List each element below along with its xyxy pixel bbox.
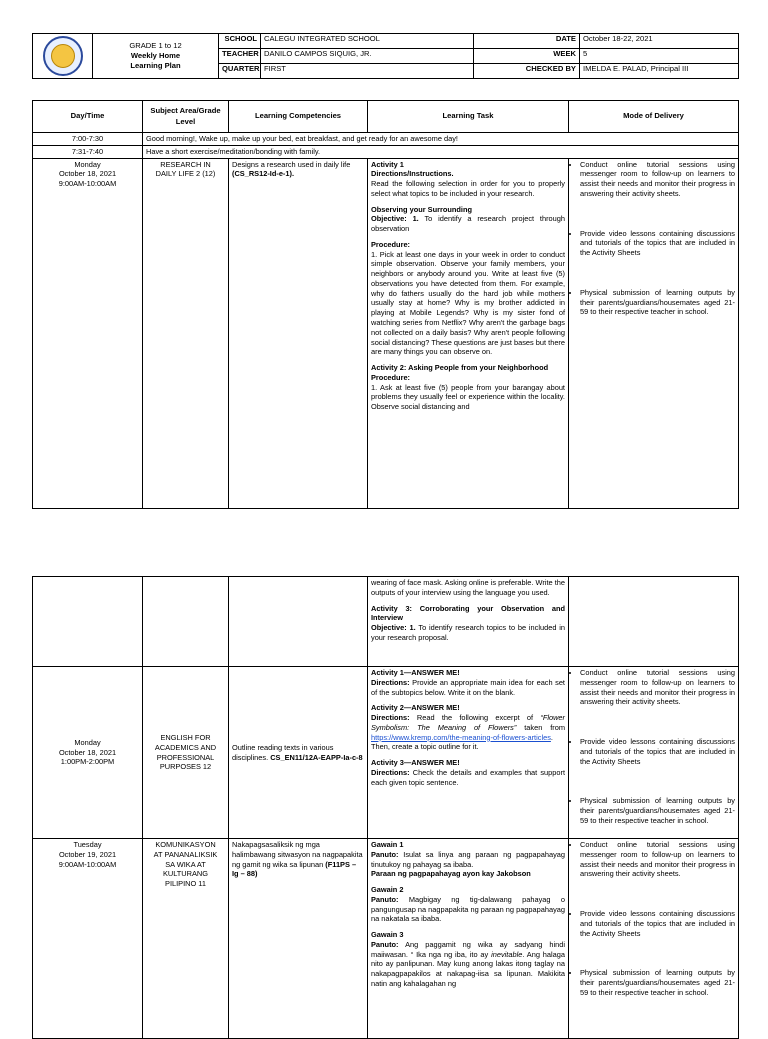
row1-day-cont xyxy=(33,577,143,667)
routine-text: Have a short exercise/meditation/bonding with family. xyxy=(143,145,739,158)
delivery-item: • Physical submission of learning outputs by their parents/guardians/housemates aged 21-59 to their respective teacher in school. xyxy=(580,968,735,997)
row2-task: Activity 1—ANSWER ME! Directions: Provide an appropriate main idea for each set of the subtopics below. Write it on the blank. Activity 2—ANSWER ME! Directions: Read the following excerpt of “Flower Symbolism: The Meaning of Flowers” taken from https://www.kremp.com/the-meaning-of-flowers-articles. Then, create a topic outline for it. Activity 3—ANSWER ME! Directions: Check the details and examples that support each given topic sentence. xyxy=(368,667,569,839)
school-value: CALEGU INTEGRATED SCHOOL xyxy=(261,34,474,49)
deped-seal xyxy=(33,34,93,79)
delivery-item: • Physical submission of learning outputs by their parents/guardians/housemates aged 21-59 to their respective teacher in school. xyxy=(580,288,735,317)
teacher-value: DANILO CAMPOS SIQUIG, JR. xyxy=(261,49,474,64)
date-value: October 18-22, 2021 xyxy=(580,34,739,49)
header-table xyxy=(32,33,739,79)
routine-time: 7:31-7:40 xyxy=(33,145,143,158)
week-label: WEEK xyxy=(474,49,580,64)
delivery-item: • Provide video lessons containing discussions and tutorials of the topics that are included in the Activity Sheets xyxy=(580,229,735,258)
row3-delivery xyxy=(569,839,739,1039)
plan-table-page1 xyxy=(32,100,739,509)
routine-time: 7:00-7:30 xyxy=(33,133,143,146)
row3-day: Tuesday October 19, 2021 9:00AM-10:00AM xyxy=(33,839,143,1039)
row2-delivery xyxy=(569,667,739,839)
row1-competency-cont xyxy=(229,577,368,667)
row1-task-cont: wearing of face mask. Asking online is preferable. Write the outputs of your interview using the language you used. Activity 3: Corroborating your Observation and Interview Objective: 1. To identify research topics to be included in your research proposal. xyxy=(368,577,569,667)
row3-competency: Nakapagsasaliksik ng mga halimbawang sitwasyon na nagpapakita ng gamit ng wika sa lipunan (F11PS – Ig – 88) xyxy=(229,839,368,1039)
teacher-label: TEACHER xyxy=(219,49,261,64)
row1-delivery xyxy=(569,158,739,508)
checked-by-value: IMELDA E. PALAD, Principal III xyxy=(580,64,739,79)
row1-subject-cont xyxy=(143,577,229,667)
delivery-item: • Conduct online tutorial sessions using messenger room to follow-up on learners to assist their needs and monitor their progress in answering their activity sheets. xyxy=(580,840,735,879)
row1-subject: RESEARCH IN DAILY LIFE 2 (12) xyxy=(143,158,229,508)
delivery-item: • Provide video lessons containing discussions and tutorials of the topics that are included in the Activity Sheets xyxy=(580,909,735,938)
delivery-item: • Physical submission of learning outputs by their parents/guardians/housemates aged 21-59 to their respective teacher in school. xyxy=(580,796,735,825)
col-subject: Subject Area/Grade Level xyxy=(143,101,229,133)
week-value: 5 xyxy=(580,49,739,64)
col-delivery: Mode of Delivery xyxy=(569,101,739,133)
delivery-item: • Conduct online tutorial sessions using messenger room to follow-up on learners to assist their needs and monitor their progress in answering their activity sheets. xyxy=(580,668,735,707)
quarter-value: FIRST xyxy=(261,64,474,79)
row2-day: Monday October 18, 2021 1:00PM-2:00PM xyxy=(33,667,143,839)
col-competencies: Learning Competencies xyxy=(229,101,368,133)
plan-title: GRADE 1 to 12 Weekly Home Learning Plan xyxy=(93,34,219,79)
row1-delivery-cont xyxy=(569,577,739,667)
row1-task: Activity 1 Directions/Instructions. Read the following selection in order for you to properly select what topics to be included in your research. Observing your Surrounding Objective: 1. To identify a research project through observation Procedure: 1. Pick at least one days in your week in order to conduct simple observation. Observe your family members, your neighbors or anybody around you. Write at least five (5) observations you have detected from them. For example, why do fathers usually do the hard job while mothers usually stay at home? Why is my brother addicted in playing at Mobile Legends? Why is my sister fond of watching series from Netflix? Why aren't the garbage bags not collected on a daily basis? Why aren't people following social distancing? These questions are just bases but there are many things you can observe on. Activity 2: Asking People from your Neighborhood Procedure: 1. Ask at least five (5) people from your barangay about problems they usually feel or experience within the locality. Observe social distancing and xyxy=(368,158,569,508)
row2-competency: Outline reading texts in various disciplines. CS_EN11/12A-EAPP-Ia-c-8 xyxy=(229,667,368,839)
quarter-label: QUARTER xyxy=(219,64,261,79)
row1-day: Monday October 18, 2021 9:00AM-10:00AM xyxy=(33,158,143,508)
delivery-item: • Provide video lessons containing discussions and tutorials of the topics that are included in the Activity Sheets xyxy=(580,737,735,766)
plan-table-page2 xyxy=(32,576,739,1039)
delivery-item: • Conduct online tutorial sessions using messenger room to follow-up on learners to assist their needs and monitor their progress in answering their activity sheets. xyxy=(580,160,735,199)
routine-text: Good morning!, Wake up, make up your bed, eat breakfast, and get ready for an awesome day! xyxy=(143,133,739,146)
date-label: DATE xyxy=(474,34,580,49)
flowers-article-link[interactable]: https://www.kremp.com/the-meaning-of-flowers-articles xyxy=(371,732,551,742)
checked-by-label: CHECKED BY xyxy=(474,64,580,79)
row3-subject: KOMUNIKASYON AT PANANALIKSIK SA WIKA AT KULTURANG PILIPINO 11 xyxy=(143,839,229,1039)
row3-task: Gawain 1 Panuto: Isulat sa linya ang paraan ng pagpapahayag tinutukoy ng pahayag sa ibaba. Paraan ng pagpapahayag ayon kay Jakobson Gawain 2 Panuto: Magbigay ng tig-dalawang pahayag o pangungusap na nagpapakita ng paraan ng pagpapahayag na nakatala sa ibaba. Gawain 3 Panuto: Ang paggamit ng wika ay sadyang hindi maiiwasan. “ Ika nga ng iba, ito ay inevitable. Ang halaga nito ay panlipunan. May kung anong lakas itong taglay na nakapagpapakilos at nakapag-iisa sa lipunan. Makikita natin ang kahalagahan ng xyxy=(368,839,569,1039)
school-label: SCHOOL xyxy=(219,34,261,49)
row1-competency: Designs a research used in daily life (CS_RS12-Id-e-1). xyxy=(229,158,368,508)
col-day-time: Day/Time xyxy=(33,101,143,133)
col-task: Learning Task xyxy=(368,101,569,133)
row2-subject: ENGLISH FOR ACADEMICS AND PROFESSIONAL PURPOSES 12 xyxy=(143,667,229,839)
